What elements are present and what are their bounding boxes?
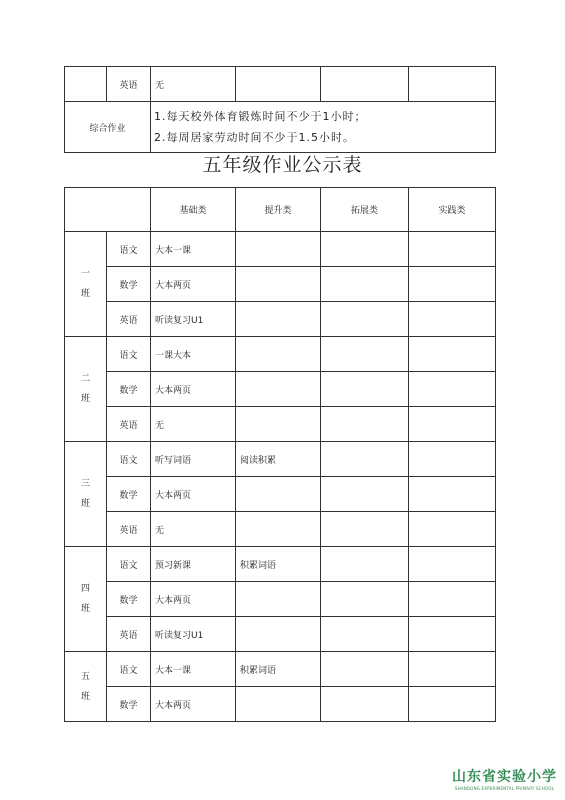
practice-cell xyxy=(409,267,496,302)
practice-cell xyxy=(409,232,496,267)
header-blank xyxy=(65,188,151,232)
extend-cell xyxy=(321,547,409,582)
subject-cell: 英语 xyxy=(107,512,151,547)
improve-cell: 阅读积累 xyxy=(236,442,321,477)
composite-homework-label: 综合作业 xyxy=(65,102,151,153)
extend-cell xyxy=(321,582,409,617)
basic-cell: 听读复习U1 xyxy=(151,617,236,652)
table-row xyxy=(65,477,496,512)
improve-cell: 积累词语 xyxy=(236,652,321,687)
practice-cell xyxy=(409,582,496,617)
extend-cell xyxy=(321,407,409,442)
table-row xyxy=(65,582,496,617)
table-row xyxy=(65,267,496,302)
blank-cell xyxy=(65,67,107,102)
table-row xyxy=(65,687,496,722)
extend-cell xyxy=(321,337,409,372)
subject-cell: 英语 xyxy=(107,617,151,652)
basic-cell: 预习新课 xyxy=(151,547,236,582)
school-logo-english: SHANDONG EXPERIMENTAL PRIMARY SCHOOL xyxy=(454,786,555,791)
basic-cell: 无 xyxy=(151,512,236,547)
table-row xyxy=(65,512,496,547)
basic-cell: 大本一课 xyxy=(151,652,236,687)
practice-cell xyxy=(409,512,496,547)
subject-label-english: 英语 xyxy=(107,67,151,102)
table-row xyxy=(65,232,496,267)
school-logo-name: 山东省实验小学 xyxy=(452,769,557,785)
page-title: 五年级作业公示表 xyxy=(202,154,363,176)
extend-cell xyxy=(321,512,409,547)
header-practice: 实践类 xyxy=(409,188,496,232)
subject-cell: 语文 xyxy=(107,337,151,372)
basic-cell: 大本两页 xyxy=(151,477,236,512)
basic-cell: 大本两页 xyxy=(151,687,236,722)
top-table xyxy=(64,66,496,153)
basic-cell: 大本一课 xyxy=(151,232,236,267)
practice-cell xyxy=(409,337,496,372)
improve-cell xyxy=(236,337,321,372)
class-name-char: 班 xyxy=(80,691,90,702)
table-row xyxy=(65,407,496,442)
practice-cell xyxy=(409,302,496,337)
practice-cell xyxy=(409,547,496,582)
school-logo xyxy=(452,766,557,791)
class-name-char: 班 xyxy=(80,394,90,404)
table-row xyxy=(65,652,496,687)
basic-cell: 一课大本 xyxy=(151,337,236,372)
class-name-cell xyxy=(65,442,107,547)
header-improve: 提升类 xyxy=(236,188,321,232)
improve-cell xyxy=(236,407,321,442)
improve-cell xyxy=(236,512,321,547)
extend-cell xyxy=(321,442,409,477)
subject-cell: 语文 xyxy=(107,652,151,687)
improve-cell xyxy=(236,687,321,722)
improve-cell: 积累词语 xyxy=(236,547,321,582)
subject-cell: 数学 xyxy=(107,582,151,617)
subject-cell: 语文 xyxy=(107,442,151,477)
class-name-char: 班 xyxy=(80,289,90,299)
extend-cell xyxy=(321,372,409,407)
improve-cell xyxy=(236,372,321,407)
subject-cell: 语文 xyxy=(107,232,151,267)
composite-line-1: 1.每天校外体育锻炼时间不少于1小时； xyxy=(154,110,367,123)
class-name-char: 班 xyxy=(80,499,90,509)
subject-cell: 数学 xyxy=(107,687,151,722)
extend-cell xyxy=(321,267,409,302)
class-name-cell xyxy=(65,337,107,442)
class-name-cell xyxy=(65,232,107,337)
improve-cell xyxy=(236,582,321,617)
subject-cell: 数学 xyxy=(107,267,151,302)
practice-cell xyxy=(409,687,496,722)
header-basic: 基础类 xyxy=(151,188,236,232)
class-name-char: 四 xyxy=(80,584,90,594)
class-name-char: 班 xyxy=(80,604,90,614)
table-row xyxy=(65,442,496,477)
extend-cell xyxy=(321,617,409,652)
class-name-char: 五 xyxy=(80,671,90,682)
basic-cell: 听写词语 xyxy=(151,442,236,477)
extend-cell xyxy=(321,687,409,722)
improve-cell xyxy=(236,232,321,267)
basic-cell: 大本两页 xyxy=(151,267,236,302)
improve-cell xyxy=(236,617,321,652)
practice-cell xyxy=(409,442,496,477)
subject-cell: 英语 xyxy=(107,407,151,442)
extend-cell xyxy=(321,302,409,337)
basic-cell: 听读复习U1 xyxy=(151,302,236,337)
extend-cell xyxy=(321,477,409,512)
improve-cell xyxy=(236,302,321,337)
table-row xyxy=(65,547,496,582)
table-row xyxy=(65,302,496,337)
class-name-cell xyxy=(65,652,107,722)
header-extend: 拓展类 xyxy=(321,188,409,232)
practice-cell xyxy=(409,372,496,407)
extend-cell xyxy=(321,652,409,687)
practice-cell xyxy=(409,407,496,442)
subject-cell: 数学 xyxy=(107,372,151,407)
practice-cell xyxy=(409,652,496,687)
basic-cell: 无 xyxy=(151,407,236,442)
subject-cell: 数学 xyxy=(107,477,151,512)
class-name-cell xyxy=(65,547,107,652)
improve-cell xyxy=(236,267,321,302)
extend-cell xyxy=(321,232,409,267)
improve-cell xyxy=(236,477,321,512)
practice-cell xyxy=(409,617,496,652)
table-row xyxy=(65,337,496,372)
table-row xyxy=(65,372,496,407)
class-name-char: 二 xyxy=(80,374,90,384)
basic-cell: 大本两页 xyxy=(151,372,236,407)
composite-homework-content xyxy=(151,102,496,153)
subject-cell: 英语 xyxy=(107,302,151,337)
class-name-char: 三 xyxy=(80,479,90,489)
basic-cell: 大本两页 xyxy=(151,582,236,617)
composite-line-2: 2.每周居家劳动时间不少于1.5小时。 xyxy=(154,131,355,144)
header-row xyxy=(65,188,496,232)
homework-table xyxy=(64,187,496,722)
table-row xyxy=(65,617,496,652)
subject-cell: 语文 xyxy=(107,547,151,582)
english-basic-cell: 无 xyxy=(151,67,236,102)
practice-cell xyxy=(409,477,496,512)
class-name-char: 一 xyxy=(80,269,90,279)
